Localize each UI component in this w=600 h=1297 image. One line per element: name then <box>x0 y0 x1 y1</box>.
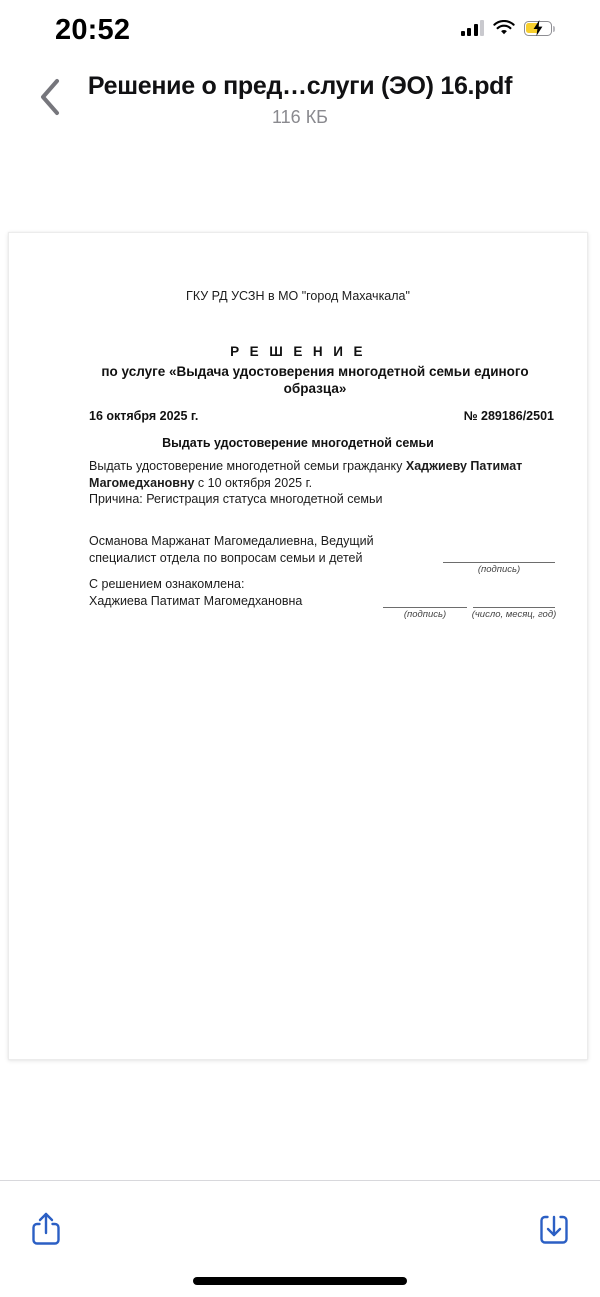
doc-body-prefix: Выдать удостоверение многодетной семьи гражданку <box>89 459 406 473</box>
doc-acknowledgement <box>89 576 439 609</box>
home-indicator[interactable] <box>193 1277 407 1285</box>
doc-body-recipient-name: Хаджиеву Патимат Магомедхановну <box>89 459 523 490</box>
doc-heading: Р Е Ш Е Н И Е <box>230 344 366 359</box>
pdf-page-content <box>9 233 587 1059</box>
page-title: Решение о пред…слуги (ЭО) 16.pdf <box>87 72 513 100</box>
signature-line-date <box>473 607 555 608</box>
signature-line-officer <box>443 562 555 563</box>
share-button[interactable] <box>16 1203 76 1259</box>
doc-ack-name: Хаджиева Патимат Магомедхановна <box>89 593 303 608</box>
download-button[interactable] <box>524 1203 584 1259</box>
doc-subheading: по услуге «Выдача удостоверения многодетной семьи единого образца» <box>101 364 529 396</box>
document-scroll-area[interactable] <box>0 144 600 1180</box>
signature-caption-recipient: (подпись) <box>403 609 447 620</box>
doc-decision-heading: Выдать удостоверение многодетной семьи <box>162 436 434 450</box>
doc-ack-label: С решением ознакомлена: <box>89 577 245 591</box>
share-upload-icon <box>30 1211 62 1252</box>
doc-body-paragraph <box>89 458 527 491</box>
doc-body-suffix: с 10 октября 2025 г. <box>194 475 313 490</box>
file-size-label: 116 КБ <box>272 107 328 127</box>
status-bar-icons <box>461 20 553 36</box>
cellular-bars-icon <box>461 20 485 36</box>
navigation-bar <box>0 62 600 144</box>
signature-line-recipient <box>383 607 467 608</box>
doc-number: № 289186/2501 <box>463 409 554 423</box>
doc-date: 16 октября 2025 г. <box>89 409 199 423</box>
download-save-icon <box>538 1211 570 1252</box>
status-bar-time: 20:52 <box>55 14 131 46</box>
signature-caption-officer: (подпись) <box>477 564 521 575</box>
doc-organization: ГКУ РД УСЗН в МО "город Махачкала" <box>186 289 410 303</box>
wifi-icon <box>493 20 515 36</box>
doc-officer: Османова Маржанат Магомедалиевна, Ведущий специалист отдела по вопросам семьи и детей <box>89 534 374 565</box>
battery-charging-icon <box>524 21 552 36</box>
doc-reason: Причина: Регистрация статуса многодетной семьи <box>89 492 383 506</box>
pdf-page <box>8 232 588 1060</box>
signature-caption-date: (число, месяц, год) <box>471 609 557 620</box>
status-bar <box>0 0 600 62</box>
